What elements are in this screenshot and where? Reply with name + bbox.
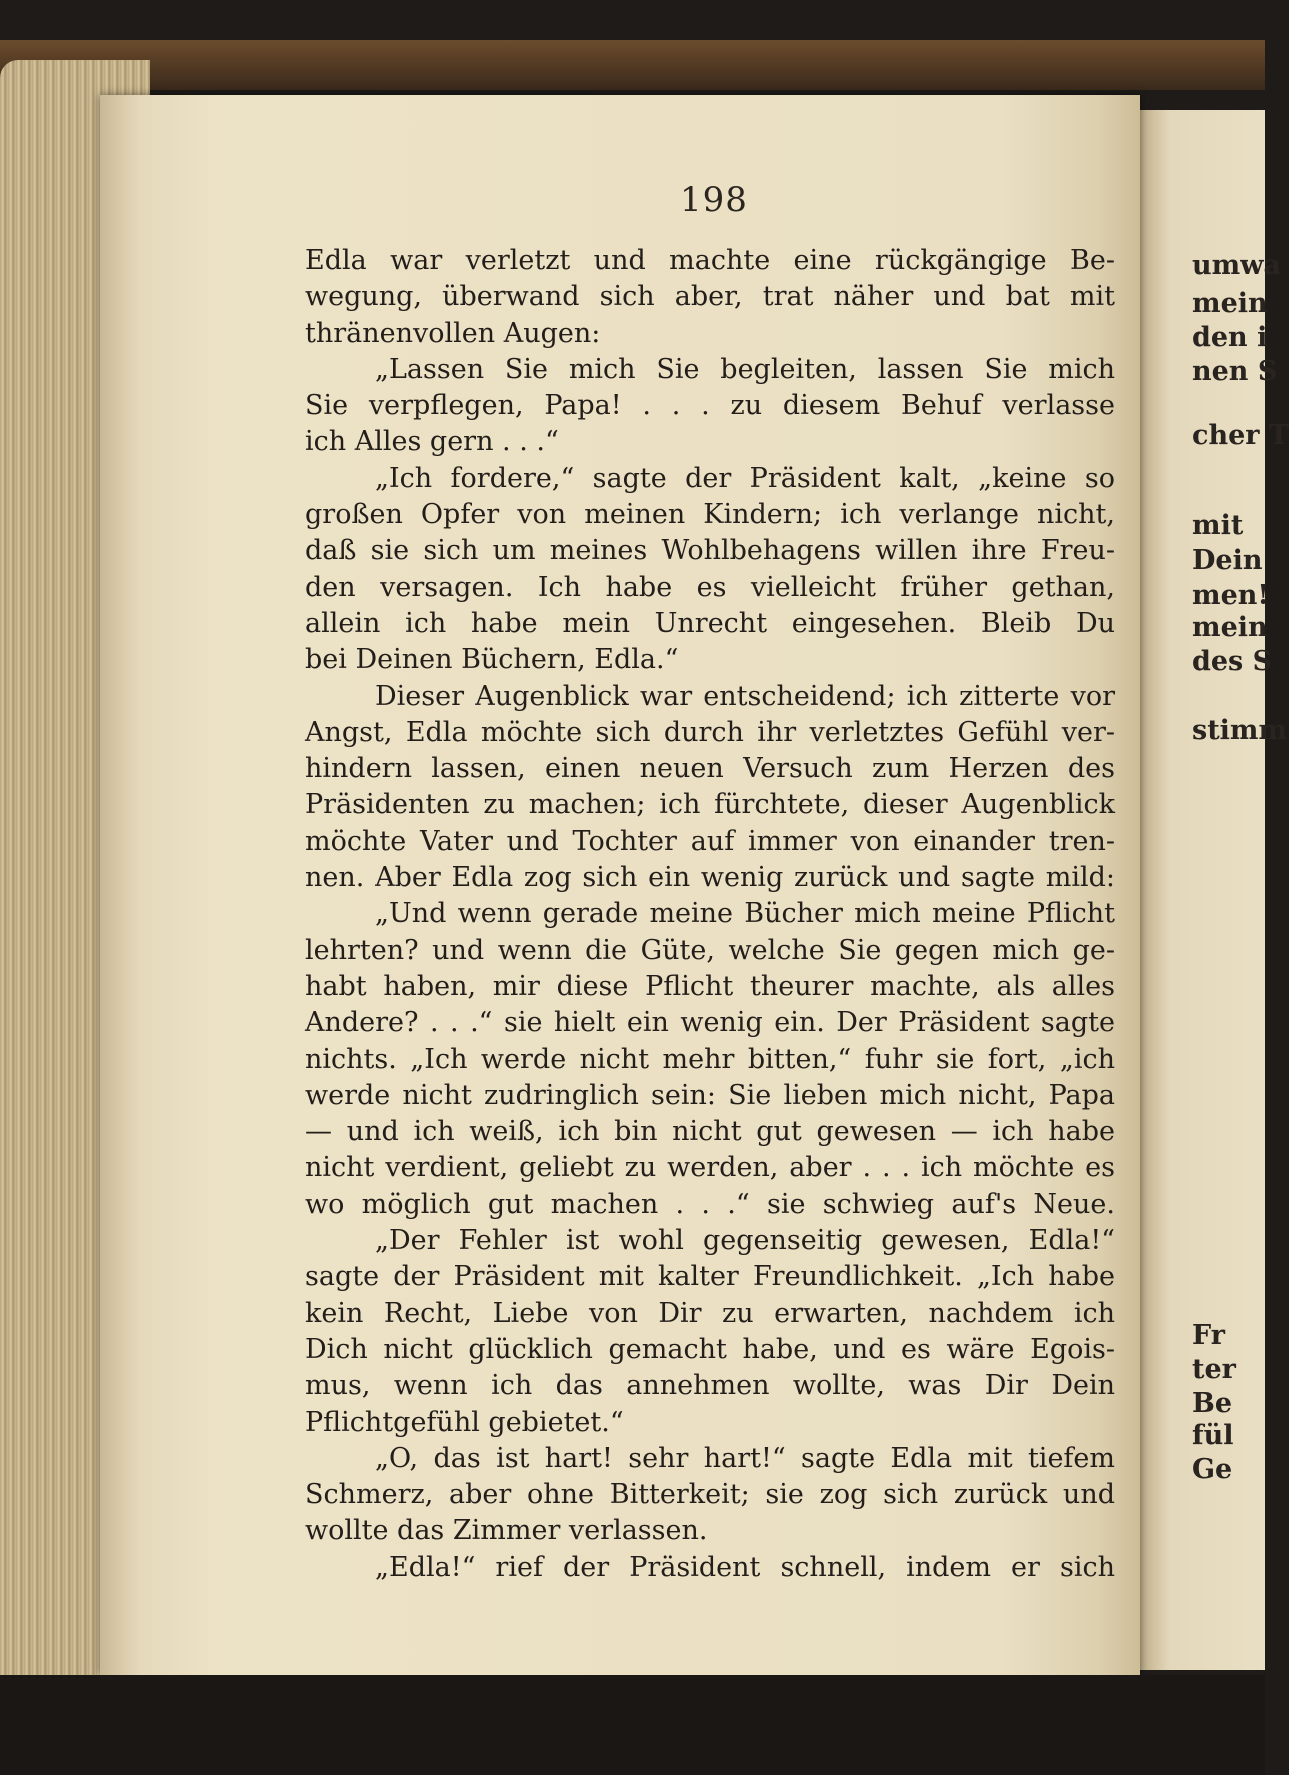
text-line: „Ich fordere,“ sagte der Präsident kalt, „keine so [375, 462, 1115, 494]
text-line: den versagen. Ich habe es vielleicht früher gethan, [305, 571, 1115, 603]
facing-page-word: nen S [1192, 356, 1278, 387]
text-line: sagte der Präsident mit kalter Freundlichkeit. „Ich habe [305, 1261, 1115, 1293]
text-line: Pflichtgefühl gebietet.“ [305, 1406, 624, 1438]
text-line: — und ich weiß, ich bin nicht gut gewesen — ich habe [305, 1116, 1115, 1148]
text-line: mus, wenn ich das annehmen wollte, was Dir Dein [305, 1370, 1115, 1402]
facing-page-word: mit [1192, 510, 1244, 541]
text-line: werde nicht zudringlich sein: Sie lieben mich nicht, Papa [305, 1079, 1115, 1111]
text-line: Edla war verletzt und machte eine rückgängige Be- [305, 245, 1115, 276]
background-bottom [0, 1675, 1265, 1775]
text-line: „O, das ist hart! sehr hart!“ sagte Edla mit tiefem [375, 1442, 1115, 1474]
text-line: lehrten? und wenn die Güte, welche Sie gegen mich ge- [305, 934, 1115, 966]
facing-page-word: mein [1192, 288, 1268, 319]
facing-page-word: den i [1192, 322, 1268, 353]
facing-page-word: men! [1192, 580, 1270, 611]
text-line: bei Deinen Büchern, Edla.“ [305, 644, 679, 676]
text-line: nen. Aber Edla zog sich ein wenig zurück und sagte mild: [305, 862, 1115, 894]
text-line: allein ich habe mein Unrecht eingesehen. Bleib Du [305, 607, 1115, 639]
text-line: Präsidenten zu machen; ich fürchtete, dieser Augenblick [305, 789, 1115, 821]
facing-page-word: cher T [1192, 420, 1289, 451]
text-line: Schmerz, aber ohne Bitterkeit; sie zog sich zurück und [305, 1479, 1115, 1511]
text-line: Dieser Augenblick war entscheidend; ich zitterte vor [375, 680, 1115, 712]
facing-page-word: mein [1192, 612, 1268, 643]
text-line: thränenvollen Augen: [305, 317, 601, 349]
text-line: habt haben, mir diese Pflicht theurer machte, als alles [305, 970, 1115, 1002]
facing-page-word: Fr [1192, 1320, 1225, 1351]
facing-page-word: stimm [1192, 715, 1288, 746]
page-text [305, 243, 1115, 1586]
text-line: kein Recht, Liebe von Dir zu erwarten, nachdem ich [305, 1297, 1115, 1329]
text-line: großen Opfer von meinen Kindern; ich verlange nicht, [305, 499, 1115, 531]
text-line: nichts. „Ich werde nicht mehr bitten,“ fuhr sie fort, „ich [305, 1043, 1115, 1075]
text-line: „Der Fehler ist wohl gegenseitig gewesen, Edla!“ [375, 1225, 1115, 1257]
text-line: „Und wenn gerade meine Bücher mich meine Pflicht [375, 898, 1115, 930]
facing-page-word: Be [1192, 1388, 1232, 1419]
text-line: Dich nicht glücklich gemacht habe, und es wäre Egois- [305, 1333, 1115, 1365]
text-line: wegung, überwand sich aber, trat näher und bat mit [305, 281, 1115, 313]
text-line: wo möglich gut machen . . .“ sie schwieg auf's Neue. [305, 1188, 1115, 1220]
text-line: wollte das Zimmer verlassen. [305, 1515, 708, 1547]
text-line: Sie verpflegen, Papa! . . . zu diesem Behuf verlasse [305, 390, 1115, 422]
facing-page-word: umwa [1192, 250, 1281, 281]
facing-page-word: Ge [1192, 1454, 1233, 1485]
book-cover-top [0, 40, 1265, 90]
text-line: nicht verdient, geliebt zu werden, aber . . . ich möchte es [305, 1152, 1115, 1184]
text-line: möchte Vater und Tochter auf immer von einander tren- [305, 825, 1115, 857]
text-line: Andere? . . .“ sie hielt ein wenig ein. Der Präsident sagte [305, 1007, 1115, 1039]
text-line: daß sie sich um meines Wohlbehagens willen ihre Freu- [305, 535, 1115, 567]
text-line: Angst, Edla möchte sich durch ihr verletztes Gefühl ver- [305, 716, 1115, 748]
facing-page-word: ter [1192, 1354, 1236, 1385]
page-number: 198 [680, 180, 748, 220]
text-line: „Edla!“ rief der Präsident schnell, indem er sich [375, 1551, 1115, 1583]
facing-page-word: fül [1192, 1420, 1234, 1451]
text-line: hindern lassen, einen neuen Versuch zum Herzen des [305, 753, 1115, 785]
facing-page-fragment [1140, 110, 1289, 1670]
facing-page-word: Dein [1192, 545, 1263, 576]
facing-page-word: des S [1192, 646, 1273, 677]
text-line: „Lassen Sie mich Sie begleiten, lassen Sie mich [375, 353, 1115, 385]
text-line: ich Alles gern . . .“ [305, 426, 559, 458]
